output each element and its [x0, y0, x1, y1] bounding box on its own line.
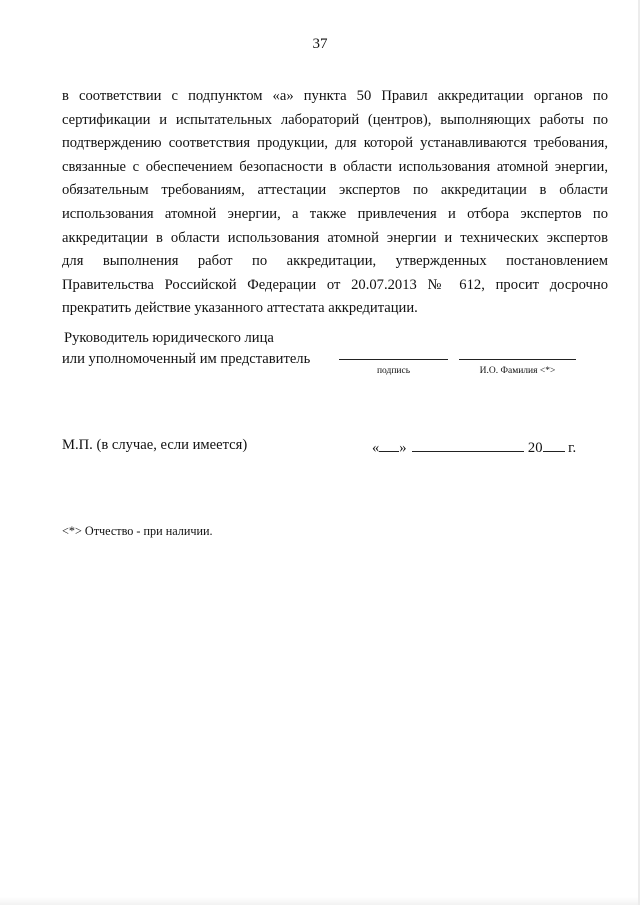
footnote: <*> Отчество - при наличии.: [62, 524, 213, 538]
year-prefix: 20: [527, 440, 543, 456]
scan-edge-bottom: [0, 897, 640, 905]
signatory-title-line2: или уполномоченный им представитель: [62, 351, 311, 367]
signature-caption: подпись: [376, 366, 411, 376]
date-open-quote: «: [372, 440, 380, 456]
signature-blank-line: [339, 359, 448, 360]
page-number: 37: [312, 36, 328, 52]
body-line: обязательным требованиям, аттестации экспертов по аккредитации в области: [62, 182, 608, 199]
year-blank: [543, 437, 565, 452]
date-close-quote: »: [399, 440, 407, 456]
body-line: прекратить действие указанного аттестата аккредитации.: [62, 300, 418, 317]
body-line: в соответствии с подпунктом «а» пункта 50 Правил аккредитации органов по: [62, 88, 608, 104]
date-field: [372, 437, 576, 457]
signatory-title-line1: Руководитель юридического лица: [64, 330, 274, 346]
signatory-title: [62, 328, 310, 370]
name-caption: И.О. Фамилия <*>: [479, 366, 556, 376]
body-line: Правительства Российской Федерации от 20.07.2013 № 612, просит досрочно: [62, 276, 608, 293]
day-blank: [379, 437, 399, 452]
month-blank: [412, 437, 524, 452]
body-paragraph: [62, 85, 608, 321]
body-line: связанные с обеспечением безопасности в области использования атомной энергии,: [62, 158, 608, 175]
body-line: подтверждению соответствия продукции, для которой устанавливаются требования,: [62, 135, 608, 152]
body-line: аккредитации в области использования атомной энергии и технических экспертов: [62, 229, 608, 246]
body-line: использования атомной энергии, а также привлечения и отбора экспертов по: [62, 205, 608, 222]
body-line: сертификации и испытательных лабораторий (центров), выполняющих работы по: [62, 111, 608, 128]
name-blank-line: [459, 359, 576, 360]
year-suffix: г.: [568, 440, 577, 456]
stamp-label: М.П. (в случае, если имеется): [62, 437, 248, 453]
body-line: для выполнения работ по аккредитации, утвержденных постановлением: [62, 253, 608, 270]
